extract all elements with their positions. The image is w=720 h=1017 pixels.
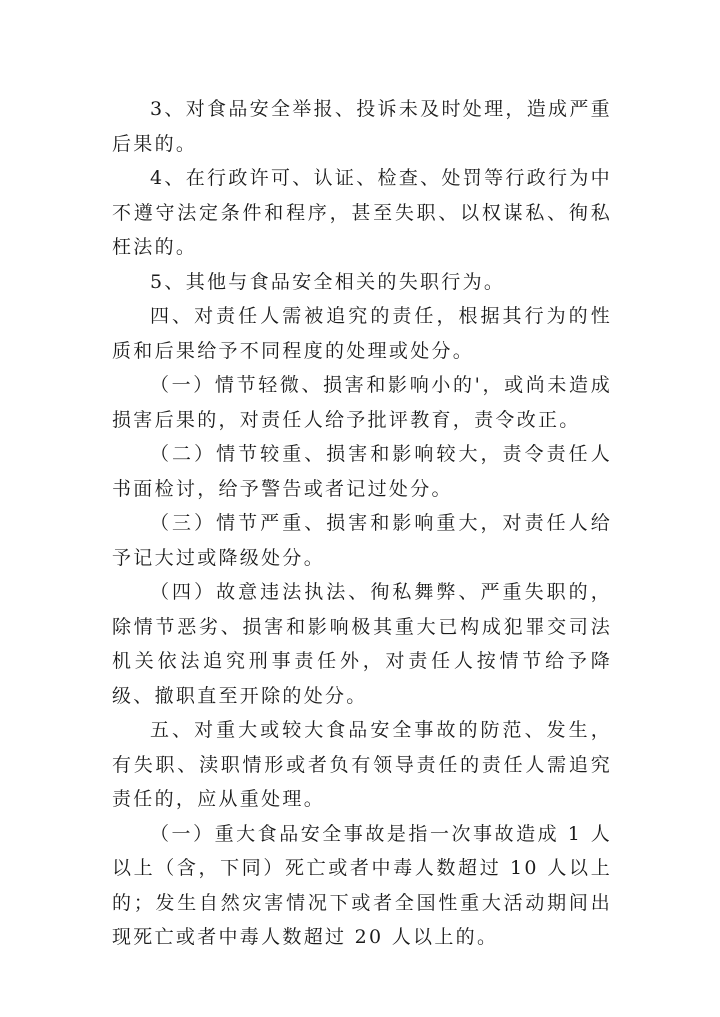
paragraph-four-sub-3: （三）情节严重、损害和影响重大，对责任人给予记大过或降级处分。 [112, 512, 612, 569]
paragraph-four-sub-1: （一）情节轻微、损害和影响小的'，或尚未造成损害后果的，对责任人给予批评教育，责令改正。 [112, 374, 612, 431]
paragraph-four-sub-4: （四）故意违法执法、徇私舞弊、严重失职的，除情节恶劣、损害和影响极其重大已构成犯罪交司法机关依法追究刑事责任外，对责任人按情节给予降级、撤职直至开除的处分。 [112, 581, 612, 707]
paragraph-section-four: 四、对责任人需被追究的责任，根据其行为的性质和后果给予不同程度的处理或处分。 [112, 305, 612, 362]
paragraph-four-sub-2: （二）情节较重、损害和影响较大，责令责任人书面检讨，给予警告或者记过处分。 [112, 443, 612, 500]
paragraph-item-3: 3、对食品安全举报、投诉未及时处理，造成严重后果的。 [112, 98, 612, 155]
paragraph-five-sub-1: （一）重大食品安全事故是指一次事故造成 1 人以上（含，下同）死亡或者中毒人数超过 10 人以上的；发生自然灾害情况下或者全国性重大活动期间出现死亡或者中毒人数超过 20 人以上的。 [112, 822, 612, 948]
paragraph-item-4: 4、在行政许可、认证、检查、处罚等行政行为中不遵守法定条件和程序，甚至失职、以权谋私、徇私枉法的。 [112, 167, 612, 258]
paragraph-section-five: 五、对重大或较大食品安全事故的防范、发生，有失职、渎职情形或者负有领导责任的责任人需追究责任的，应从重处理。 [112, 719, 612, 810]
paragraph-item-5: 5、其他与食品安全相关的失职行为。 [150, 270, 506, 293]
document-body [112, 92, 612, 955]
